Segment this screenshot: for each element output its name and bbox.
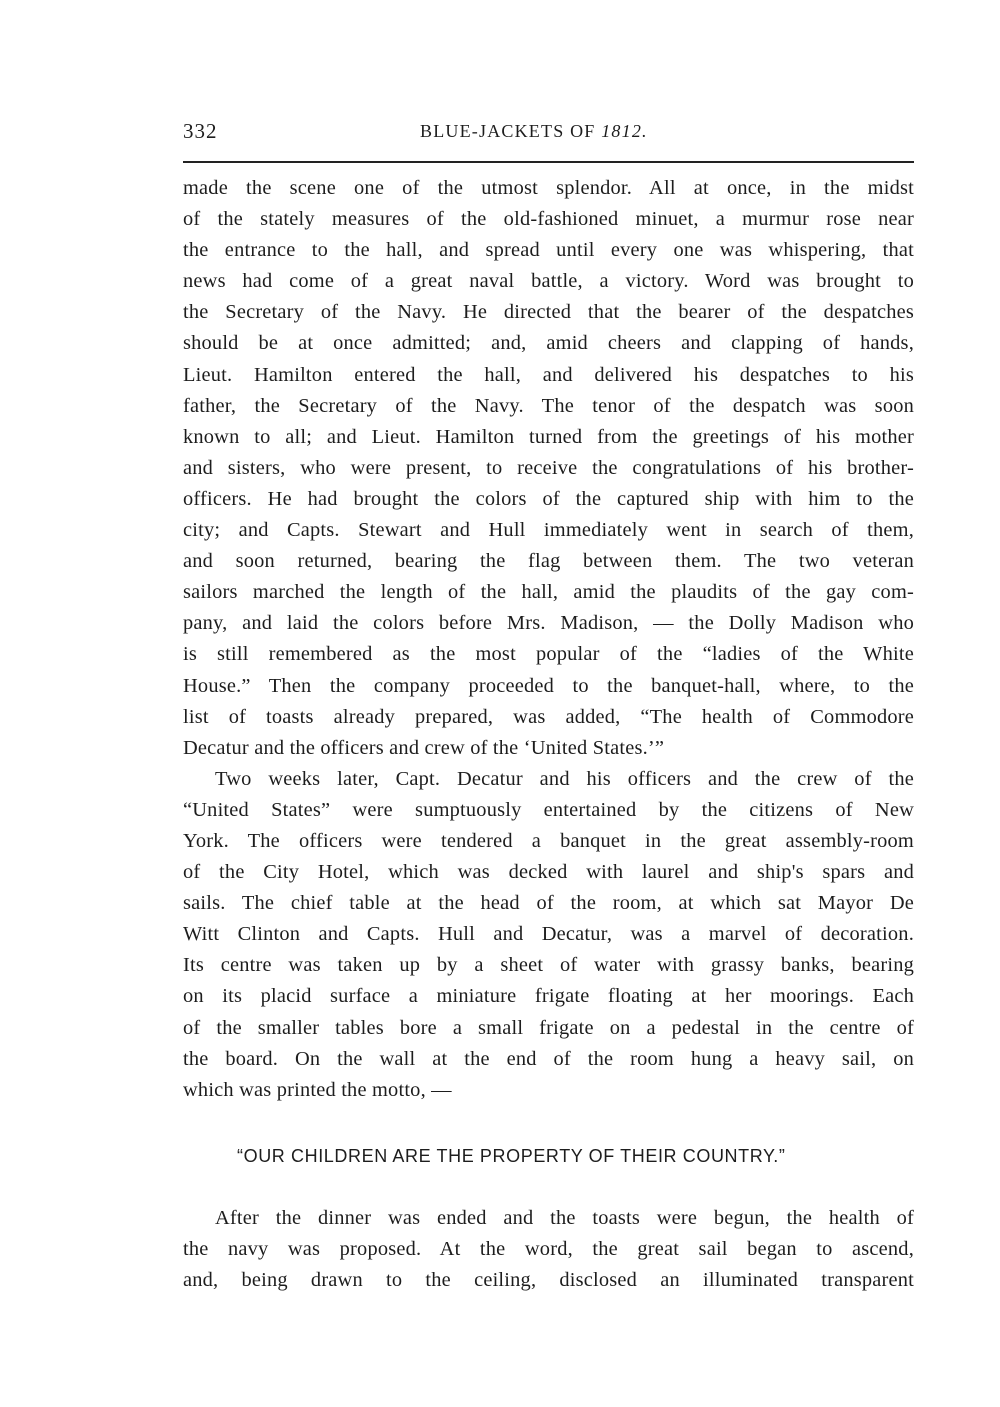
text-line: and sisters, who were present, to receive the congratulations of his brother- <box>183 456 914 479</box>
text-line: and, being drawn to the ceiling, disclosed an illuminated transparent <box>183 1269 914 1292</box>
text-line: should be at once admitted; and, amid cheers and clapping of hands, <box>183 332 914 355</box>
text-line: Witt Clinton and Capts. Hull and Decatur, was a marvel of decoration. <box>183 923 914 946</box>
text-line: news had come of a great naval battle, a victory. Word was brought to <box>183 270 914 293</box>
text-line: Its centre was taken up by a sheet of water with grassy banks, bearing <box>183 954 914 977</box>
body-text-upper <box>183 173 914 1106</box>
text-line: of the City Hotel, which was decked with laurel and ship's spars and <box>183 861 914 884</box>
text-line: which was printed the motto, — <box>183 1078 452 1101</box>
text-line: the Secretary of the Navy. He directed that the bearer of the despatches <box>183 301 914 324</box>
text-line: the board. On the wall at the end of the room hung a heavy sail, on <box>183 1047 914 1070</box>
text-line: pany, and laid the colors before Mrs. Madison, — the Dolly Madison who <box>183 612 914 635</box>
text-line: sails. The chief table at the head of the room, at which sat Mayor De <box>183 892 914 915</box>
text-line: and soon returned, bearing the flag between them. The two veteran <box>183 550 914 573</box>
text-line: “United States” were sumptuously entertained by the citizens of New <box>183 798 914 821</box>
running-head-year: 1812. <box>601 121 648 141</box>
text-line: Decatur and the officers and crew of the ‘United States.’” <box>183 736 665 759</box>
text-line: of the smaller tables bore a small frigate on a pedestal in the centre of <box>183 1016 914 1039</box>
header-rule <box>183 161 914 163</box>
running-head-title: BLUE-JACKETS OF <box>420 121 602 141</box>
text-line: list of toasts already prepared, was added, “The health of Commodore <box>183 705 914 728</box>
text-line: father, the Secretary of the Navy. The tenor of the despatch was soon <box>183 394 914 417</box>
paragraph-1 <box>183 173 914 764</box>
paragraph-3 <box>183 1203 914 1296</box>
text-line: the entrance to the hall, and spread until every one was whispering, that <box>183 239 914 262</box>
text-line: officers. He had brought the colors of the captured ship with him to the <box>183 487 914 510</box>
paragraph-2 <box>183 764 914 1106</box>
text-line: York. The officers were tendered a banquet in the great assembly-room <box>183 829 914 852</box>
text-line: After the dinner was ended and the toasts were begun, the health of <box>215 1207 914 1229</box>
text-line: city; and Capts. Stewart and Hull immediately went in search of them, <box>183 519 914 542</box>
text-line: made the scene one of the utmost splendor. All at once, in the midst <box>183 177 914 199</box>
running-head <box>420 121 648 142</box>
body-text-lower <box>183 1203 914 1296</box>
text-line: on its placid surface a miniature frigate floating at her moorings. Each <box>183 985 914 1008</box>
text-line: the navy was proposed. At the word, the great sail began to ascend, <box>183 1238 914 1261</box>
text-line: Two weeks later, Capt. Decatur and his officers and the crew of the <box>215 767 914 790</box>
text-line: Lieut. Hamilton entered the hall, and delivered his despatches to his <box>183 363 914 386</box>
text-line: of the stately measures of the old-fashioned minuet, a murmur rose near <box>183 208 914 231</box>
text-line: is still remembered as the most popular of the “ladies of the White <box>183 643 914 666</box>
motto-heading: “OUR CHILDREN ARE THE PROPERTY OF THEIR COUNTRY.” <box>237 1146 786 1166</box>
text-line: known to all; and Lieut. Hamilton turned from the greetings of his mother <box>183 425 914 448</box>
text-line: House.” Then the company proceeded to the banquet-hall, where, to the <box>183 674 914 697</box>
page-number: 332 <box>183 119 218 143</box>
text-line: sailors marched the length of the hall, amid the plaudits of the gay com- <box>183 581 914 604</box>
